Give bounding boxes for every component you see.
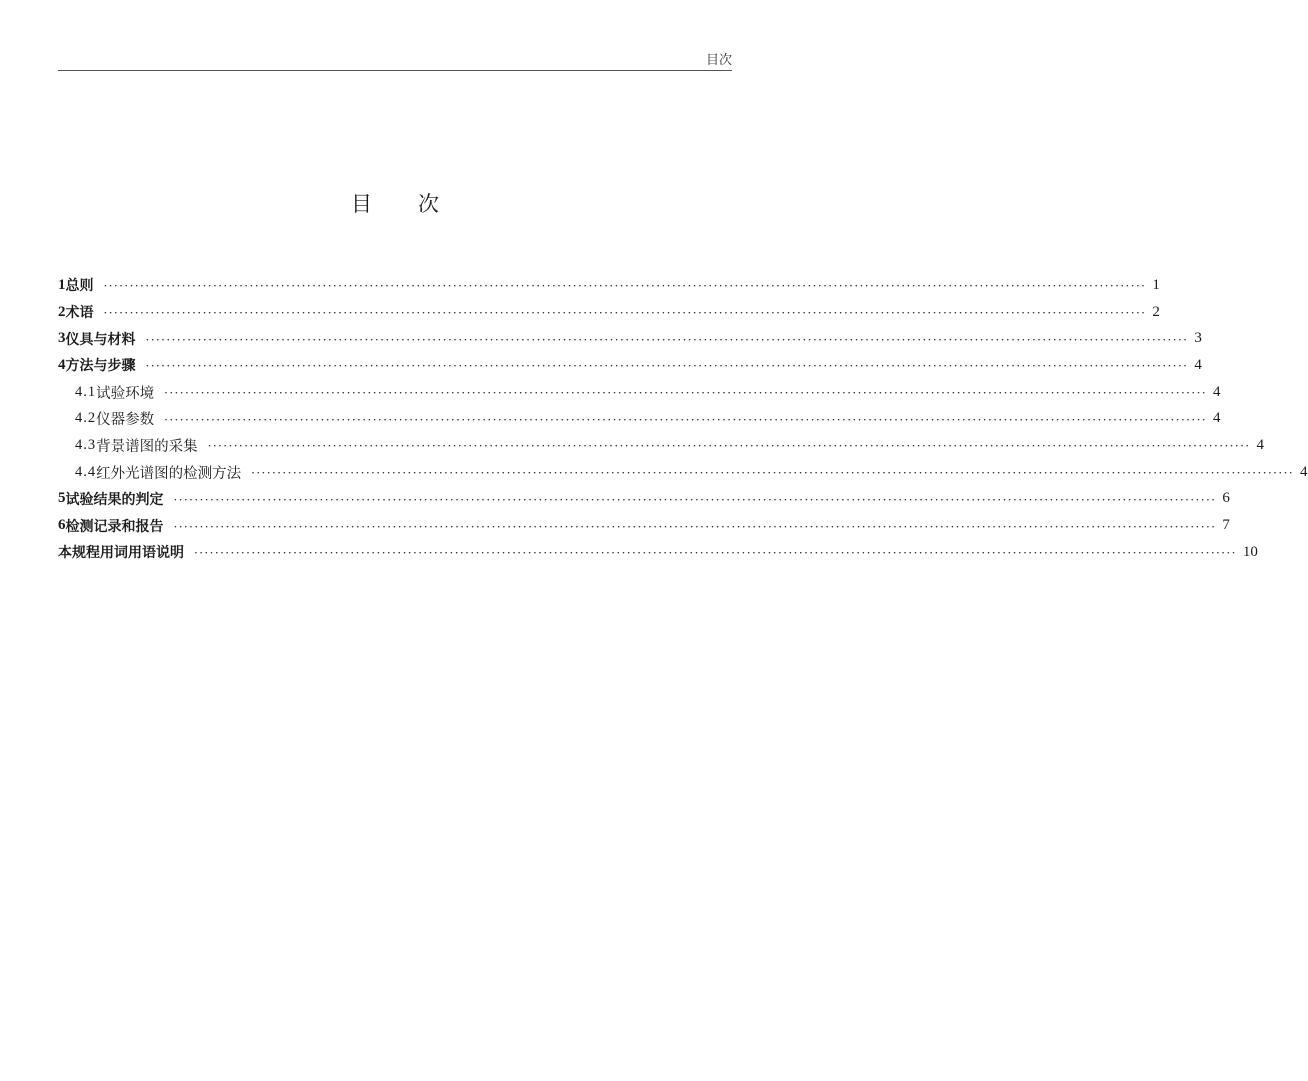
toc-entry-number: 6 xyxy=(58,517,66,534)
toc-entry-page: 4 xyxy=(1213,410,1221,427)
dot-leader: ········································································································································································································ xyxy=(173,492,1217,507)
toc-entry-label: 术语 xyxy=(65,305,94,322)
toc-entry[interactable] xyxy=(58,539,1258,566)
toc-entry-page: 3 xyxy=(1194,330,1202,347)
toc-entry-number: 5 xyxy=(58,490,66,507)
toc-entry-number: 4 xyxy=(58,356,66,373)
toc-title-left: 目 xyxy=(351,192,372,216)
header-rule xyxy=(58,70,732,71)
toc-entry-number: 4.3 xyxy=(75,436,97,453)
toc-entry-number: 4.1 xyxy=(75,383,97,400)
toc-entry[interactable] xyxy=(58,272,1160,299)
toc-entry-number: 3 xyxy=(58,330,66,347)
toc-entry-number: 1 xyxy=(58,276,66,293)
toc-entry-number: 4.4 xyxy=(75,463,97,480)
dot-leader: ········································································································································································································ xyxy=(145,332,1189,347)
toc-entry-page: 1 xyxy=(1152,276,1160,293)
toc-entry[interactable] xyxy=(58,325,1202,352)
dot-leader: ········································································································································································································ xyxy=(194,546,1237,561)
dot-leader: ········································································································································································································ xyxy=(103,306,1147,321)
toc-entry-page: 7 xyxy=(1222,517,1230,534)
dot-leader: ········································································································································································································ xyxy=(173,519,1217,534)
toc-entry[interactable] xyxy=(58,486,1230,513)
dot-leader: ········································································································································································································ xyxy=(164,386,1208,401)
toc-title xyxy=(0,188,790,218)
toc-entry-label: 背景谱图的采集 xyxy=(96,438,198,455)
toc-entry-label: 红外光谱图的检测方法 xyxy=(96,465,242,482)
toc-entry[interactable] xyxy=(58,352,1202,379)
toc-title-right: 次 xyxy=(418,192,439,216)
toc-entry[interactable] xyxy=(58,379,1221,406)
dot-leader: ········································································································································································································ xyxy=(207,439,1251,454)
toc-entry[interactable] xyxy=(58,512,1230,539)
toc-entry-page: 2 xyxy=(1152,303,1160,320)
toc-entry[interactable] xyxy=(58,459,1308,486)
running-header: 目次 xyxy=(705,53,732,68)
toc-entry-label: 试验结果的判定 xyxy=(65,491,164,508)
toc-entry-page: 4 xyxy=(1256,436,1265,453)
toc-entry-label: 方法与步骤 xyxy=(65,358,136,375)
dot-leader: ········································································································································································································ xyxy=(103,279,1147,294)
toc-entry-label: 仪具与材料 xyxy=(65,331,136,348)
toc-entry-label: 仪器参数 xyxy=(96,412,155,429)
toc-entry-number: 4.2 xyxy=(75,410,97,427)
toc-entry-label: 总则 xyxy=(65,278,94,295)
table-of-contents xyxy=(58,272,1308,566)
dot-leader: ········································································································································································································ xyxy=(145,359,1189,374)
toc-entry[interactable] xyxy=(58,405,1221,432)
toc-entry[interactable] xyxy=(58,432,1265,459)
dot-leader: ········································································································································································································ xyxy=(164,412,1208,427)
toc-entry-page: 4 xyxy=(1194,356,1202,373)
toc-entry-label: 本规程用词用语说明 xyxy=(58,545,184,562)
toc-entry-page: 4 xyxy=(1300,463,1308,480)
toc-entry-page: 10 xyxy=(1242,543,1258,560)
toc-entry-label: 检测记录和报告 xyxy=(65,518,164,535)
toc-entry-page: 6 xyxy=(1222,490,1230,507)
toc-entry-number: 2 xyxy=(58,303,66,320)
dot-leader: ········································································································································································································ xyxy=(251,466,1295,481)
toc-entry-page: 4 xyxy=(1213,383,1221,400)
toc-entry[interactable] xyxy=(58,299,1160,326)
toc-entry-label: 试验环境 xyxy=(96,385,155,402)
